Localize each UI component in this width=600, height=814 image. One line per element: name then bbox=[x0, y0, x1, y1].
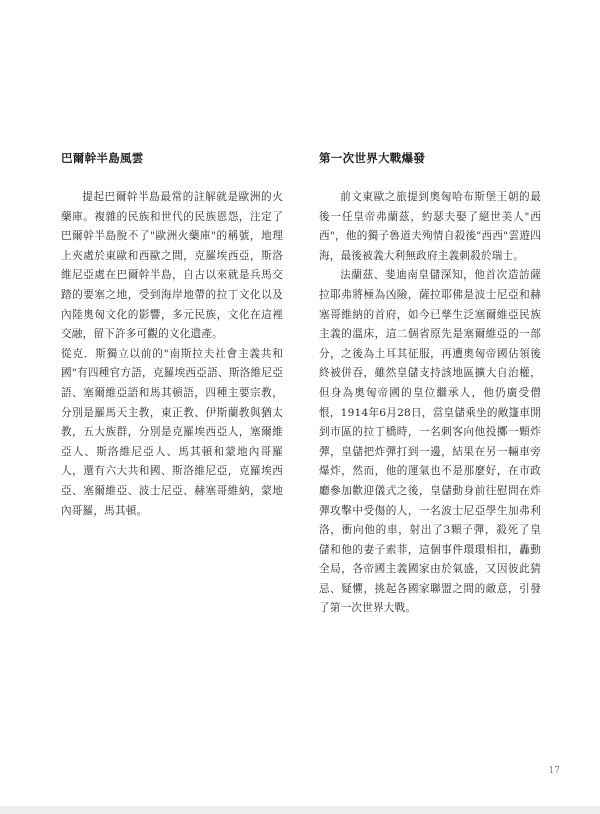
paragraph: 前文東歐之旅提到奧匈哈布斯堡王朝的最後一任皇帝弗蘭茲，約瑟夫娶了絕世美人"西西"，他的獨子魯道夫殉情自殺後"西西"雲遊四海，最後被義大利無政府主義刺殺於瑞士。 bbox=[319, 191, 541, 262]
bottom-edge-strip bbox=[0, 806, 600, 814]
section-heading-ww1: 第一次世界大戰爆發 bbox=[319, 151, 426, 165]
left-column bbox=[61, 150, 283, 521]
paragraph: 提起巴爾幹半島最常的註解就是歐洲的火藥庫。複雜的民族和世代的民族恩怨，注定了巴爾幹半島脫不了"歐洲火藥庫"的稱號，地理上夾處於東歐和西歐之間，克羅埃西亞，斯洛維尼亞處在巴爾幹半島，自古以來就是兵馬交踏的要塞之地，受到海岸地帶的拉丁文化以及內陸奧匈文化的影響，多元民族，文化在這裡交融，留下許多可觀的文化遺產。 bbox=[61, 191, 283, 341]
right-column bbox=[319, 150, 541, 619]
paragraph: 法蘭茲、斐迪南皇儲深知，他首次造訪薩拉耶弗將極為凶險，薩拉耶佛是波士尼亞和赫塞哥維納的首府，如今已孳生泛塞爾維亞民族主義的溫床，這二個省原先是塞爾維亞的一部分，之後為土耳其征服，再遭奧匈帝國佔領後終被併吞，雖然皇儲支持該地區擴大自治權，但身為奧匈帝國的皇位繼承人，他仍廣受僧恨，1914年6月28日，當皇儲乘坐的敞篷車開到市區的拉丁橋時，一名刺客向他投擲一顆炸彈，皇儲把炸彈打到一邊，結果在另一輛車旁爆炸，然而，他的運氣也不是那麼好，在市政廳參加歡迎儀式之後，皇儲動身前往慰問在炸彈攻擊中受傷的人，一名波士尼亞學生加弗利洛，衝向他的車，射出了3顆子彈，殺死了皇儲和他的妻子索菲，這個事件環環相扣，轟動全局，各帝國主義國家由於氣盛，又因彼此猜忌、疑懼，挑起各國家聯盟之間的敵意，引發了第一次世界大戰。 bbox=[319, 269, 541, 615]
page-number: 17 bbox=[548, 766, 560, 776]
paragraph: 從克．斯獨立以前的"南斯拉夫社會主義共和國"有四種官方語，克羅埃西亞語、斯洛維尼亞語、塞爾維亞語和馬其頓語，四種主要宗教，分別是羅馬天主教，東正教、伊斯蘭教與猶太教，五大族群，分別是克羅埃西亞人，塞爾維亞人、斯洛維尼亞人、馬其頓和蒙地內哥羅人，還有六大共和國、斯洛維尼亞，克羅埃西亞、塞爾維亞、波士尼亞、赫塞哥維納，蒙地內哥羅，馬其頓。 bbox=[61, 347, 283, 517]
section-heading-balkans: 巴爾幹半島風雲 bbox=[61, 151, 144, 165]
